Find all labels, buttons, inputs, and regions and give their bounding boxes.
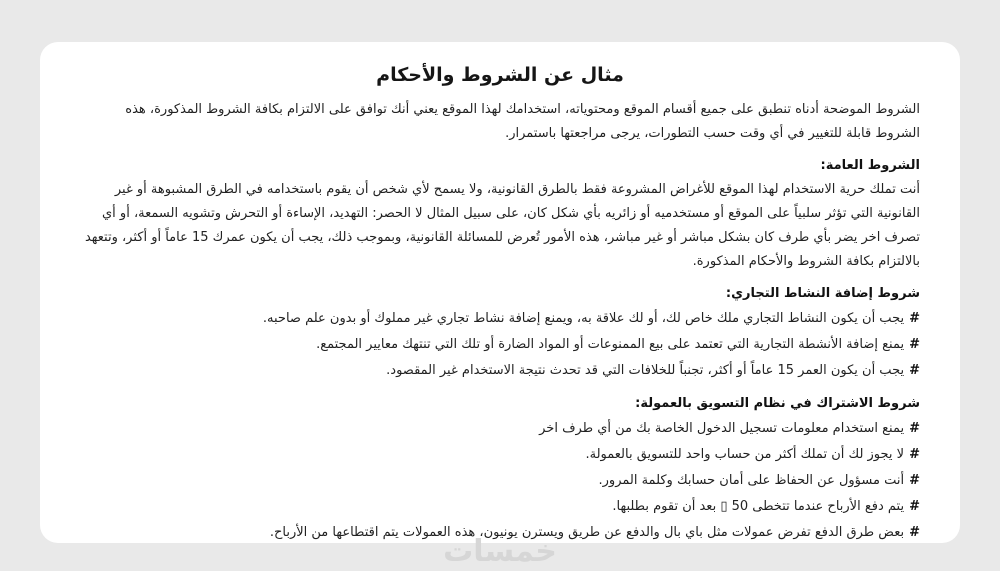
- section-affiliate-terms: [80, 392, 920, 546]
- hash-bullet-icon: #: [909, 525, 920, 540]
- terms-card: [40, 42, 960, 543]
- list-item-text: يجب أن يكون العمر 15 عاماً أو أكثر، تجنباً للخلافات التي قد تحدث نتيجة الاستخدام غير المقصود.: [386, 363, 905, 378]
- khamsat-watermark-logo: خمسات: [443, 534, 557, 569]
- list-item: [80, 306, 920, 332]
- intro-paragraph: الشروط الموضحة أدناه تنطبق على جميع أقسام الموقع ومحتوياته، استخدامك لهذا الموقع يعني أنك توافق على الالتزام بكافة الشروط المذكورة، هذه الشروط قابلة للتغيير في أي وقت حسب التطورات، يرجى مراجعتها باستمرار.: [125, 102, 920, 141]
- section-general-terms: [80, 154, 920, 274]
- hash-bullet-icon: #: [909, 337, 920, 352]
- list-item-text: يتم دفع الأرباح عندما تتخطى 50 ▯ بعد أن تقوم بطلبها.: [612, 499, 905, 514]
- hash-bullet-icon: #: [909, 363, 920, 378]
- list-item: [80, 332, 920, 358]
- list-item-text: يمنع استخدام معلومات تسجيل الدخول الخاصة بك من أي طرف اخر: [539, 421, 905, 436]
- hash-bullet-icon: #: [909, 311, 920, 326]
- list-item-text: بعض طرق الدفع تفرض عمولات مثل باي بال والدفع عن طريق ويسترن يونيون، هذه العمولات يتم اقتطاعها من الأرباح.: [269, 525, 905, 540]
- section-body: أنت تملك حرية الاستخدام لهذا الموقع للأغراض المشروعة فقط بالطرق القانونية، ولا يسمح لأي شخص أن يقوم باستخدامه في الطرق المشبوهة أو غير القانونية التي تؤثر سلبياً على الموقع أو مستخدميه أو زائريه بأي شكل كان، على سبيل المثال لا الحصر: التهديد، الإساءة أو التحرش وتشويه السمعة، أو أي تصرف اخر يضر بأي طرف كان بشكل مباشر أو غير مباشر، هذه الأمور تُعرض للمسائلة القانونية، وبموجب ذلك، يجب أن يكون عمرك 15 عاماً أو أكثر، وتتعهد بالالتزام بكافة الشروط والأحكام المذكورة.: [84, 182, 920, 269]
- section-heading: شروط إضافة النشاط التجاري:: [725, 286, 920, 301]
- section-business-terms: [80, 282, 920, 384]
- hash-bullet-icon: #: [909, 421, 920, 436]
- section-heading: شروط الاشتراك في نظام التسويق بالعمولة:: [635, 396, 920, 411]
- page-title: مثال عن الشروط والأحكام: [376, 64, 624, 86]
- hash-bullet-icon: #: [909, 499, 920, 514]
- hash-bullet-icon: #: [909, 447, 920, 462]
- list-item: [80, 468, 920, 494]
- list-item-text: يجب أن يكون النشاط التجاري ملك خاص لك، أو لك علاقة به، ويمنع إضافة نشاط تجاري غير مملوك أو بدون علم صاحبه.: [262, 311, 905, 326]
- list-item: [80, 416, 920, 442]
- list-item: [80, 494, 920, 520]
- hash-bullet-icon: #: [909, 473, 920, 488]
- list-item-text: يمنع إضافة الأنشطة التجارية التي تعتمد على بيع الممنوعات أو المواد الضارة أو تلك التي تنتهك معايير المجتمع.: [316, 337, 905, 352]
- section-heading: الشروط العامة:: [820, 158, 920, 173]
- list-item: [80, 358, 920, 384]
- list-item-text: أنت مسؤول عن الحفاظ على أمان حسابك وكلمة المرور.: [598, 473, 905, 488]
- list-item-text: لا يجوز لك أن تملك أكثر من حساب واحد للتسويق بالعمولة.: [585, 447, 905, 462]
- list-item: [80, 442, 920, 468]
